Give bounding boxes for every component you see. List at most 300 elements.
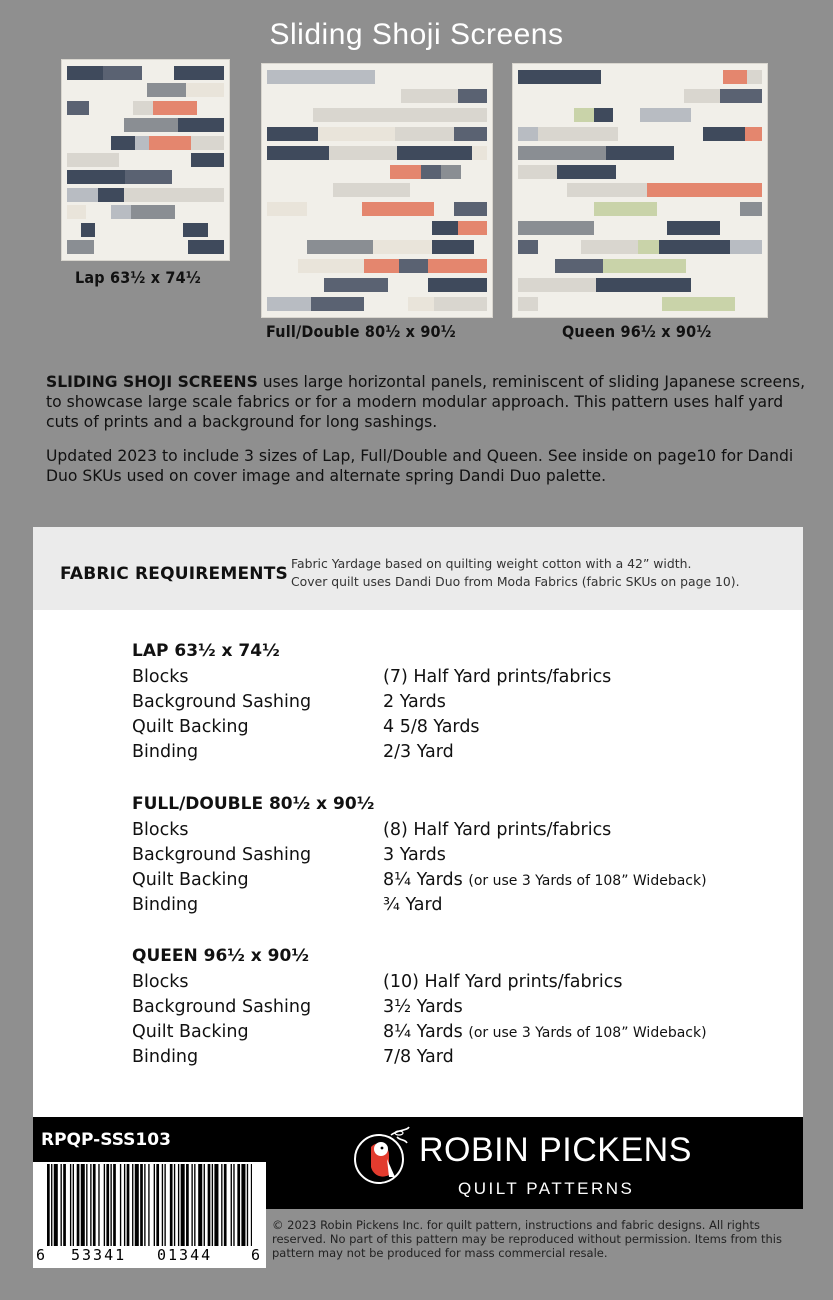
barcode-bar: [154, 1164, 155, 1246]
quilt-patch: [434, 70, 487, 84]
quilt-patch: [86, 205, 111, 219]
barcode-bar: [204, 1164, 205, 1246]
quilt-row: [518, 165, 762, 179]
barcode-bars: [47, 1164, 252, 1246]
requirement-row: [132, 1020, 792, 1045]
quilt-patch: [373, 240, 432, 254]
quilt-patch: [691, 278, 762, 292]
barcode-bar: [61, 1164, 62, 1246]
quilt-row: [267, 297, 487, 311]
quilt-row: [67, 205, 224, 219]
barcode-bar: [186, 1164, 189, 1246]
requirement-value: [383, 893, 443, 919]
quilt-row: [267, 202, 487, 216]
quilt-patch: [344, 221, 388, 235]
quilt-patch: [133, 101, 153, 115]
quilt-patch: [603, 259, 686, 273]
barcode-bar: [181, 1164, 185, 1246]
quilt-patch: [538, 127, 619, 141]
quilt-patch: [388, 278, 428, 292]
queen-quilt-image: [513, 64, 767, 317]
section-title: LAP 63½ x 74½: [132, 641, 280, 661]
quilt-patch: [711, 146, 762, 160]
requirement-row: [132, 665, 792, 690]
value-text: 3 Yards: [383, 845, 446, 865]
quilt-patch: [557, 165, 616, 179]
full-double-size-label: Full/Double 80½ x 90½: [266, 322, 456, 341]
quilt-row: [67, 118, 224, 132]
quilt-patch: [125, 170, 172, 184]
quilt-patch: [103, 66, 127, 80]
quilt-patch: [267, 183, 333, 197]
quilt-patch: [388, 221, 432, 235]
quilt-patch: [147, 83, 186, 97]
quilt-patch: [267, 221, 344, 235]
quilt-patch: [616, 165, 662, 179]
quilt-patch: [267, 278, 324, 292]
quilt-patch: [178, 118, 224, 132]
quilt-patch: [745, 127, 762, 141]
requirement-row: [132, 995, 792, 1020]
quilt-patch: [538, 240, 582, 254]
quilt-patch: [472, 146, 487, 160]
quilt-patch: [458, 89, 487, 103]
quilt-patch: [518, 278, 596, 292]
barcode-bar: [127, 1164, 130, 1246]
barcode-bar: [164, 1164, 165, 1246]
requirement-label: Binding: [132, 895, 199, 915]
requirement-row: [132, 818, 792, 843]
quilt-patch: [103, 83, 147, 97]
brand-subtitle: QUILT PATTERNS: [458, 1179, 635, 1198]
quilt-patch: [421, 165, 441, 179]
requirement-value: [383, 843, 446, 869]
requirement-value: [383, 715, 480, 741]
quilt-patch: [613, 108, 640, 122]
quilt-row: [518, 146, 762, 160]
quilt-patch: [735, 297, 762, 311]
quilt-patch: [662, 297, 735, 311]
barcode-bar: [251, 1164, 252, 1246]
quilt-patch: [467, 108, 487, 122]
barcode-bar: [90, 1164, 91, 1246]
quilt-patch: [410, 183, 487, 197]
quilt-patch: [208, 223, 224, 237]
quilt-row: [267, 165, 487, 179]
quilt-patch: [142, 66, 173, 80]
quilt-patch: [735, 165, 762, 179]
barcode-digits-right: 01344: [157, 1246, 213, 1264]
barcode-bar: [110, 1164, 111, 1246]
quilt-patch: [399, 259, 428, 273]
quilt-row: [267, 89, 487, 103]
value-text: (10) Half Yard prints/fabrics: [383, 972, 623, 992]
barcode-bar: [233, 1164, 234, 1246]
requirement-value: [383, 970, 622, 996]
quilt-row: [67, 170, 224, 184]
quilt-patch: [397, 146, 472, 160]
quilt-patch: [518, 108, 574, 122]
requirement-row: [132, 1045, 792, 1070]
quilt-patch: [186, 170, 224, 184]
quilt-patch: [390, 202, 434, 216]
quilt-patch: [67, 83, 103, 97]
quilt-patch: [747, 70, 762, 84]
quilt-patch: [364, 89, 401, 103]
barcode-bar: [231, 1164, 232, 1246]
barcode-bar: [93, 1164, 96, 1246]
quilt-patch: [197, 101, 224, 115]
quilt-patch: [674, 146, 711, 160]
quilt-row: [267, 259, 487, 273]
section-title: FULL/DOUBLE 80½ x 90½: [132, 794, 375, 814]
quilt-row: [267, 146, 487, 160]
requirement-row: [132, 843, 792, 868]
barcode-digit-trail: 6: [251, 1246, 261, 1264]
page-title: Sliding Shoji Screens: [269, 18, 564, 51]
barcode-bar: [237, 1164, 240, 1246]
quilt-patch: [667, 221, 721, 235]
barcode-bar: [106, 1164, 109, 1246]
lap-quilt-image: [62, 60, 229, 260]
quilt-row: [67, 153, 224, 167]
quilt-row: [67, 83, 224, 97]
requirement-label: Quilt Backing: [132, 1022, 249, 1042]
requirement-row: [132, 970, 792, 995]
barcode-bar: [73, 1164, 74, 1246]
quilt-patch: [390, 108, 467, 122]
quilt-patch: [518, 127, 538, 141]
quilt-row: [518, 202, 762, 216]
quilt-patch: [124, 188, 154, 202]
quilt-patch: [131, 205, 175, 219]
quilt-patch: [67, 153, 119, 167]
quilt-patch: [577, 89, 631, 103]
quilt-patch: [740, 202, 762, 216]
quilt-patch: [171, 188, 224, 202]
barcode-bar: [212, 1164, 213, 1246]
quilt-patch: [67, 136, 111, 150]
quilt-patch: [691, 108, 762, 122]
barcode-bar: [51, 1164, 52, 1246]
quilt-row: [67, 136, 224, 150]
quilt-patch: [156, 240, 187, 254]
quilt-row: [518, 70, 762, 84]
quilt-patch: [267, 202, 307, 216]
quilt-row: [267, 108, 487, 122]
quilt-patch: [518, 70, 601, 84]
requirements-note: [291, 555, 791, 591]
quilt-row: [518, 221, 762, 235]
quilt-patch: [188, 240, 224, 254]
quilt-patch: [733, 183, 762, 197]
quilt-patch: [202, 83, 224, 97]
requirement-value: [383, 665, 611, 691]
barcode-bar: [208, 1164, 211, 1246]
quilt-patch: [177, 101, 197, 115]
quilt-row: [267, 127, 487, 141]
quilt-patch: [390, 165, 421, 179]
quilt-patch: [518, 183, 567, 197]
barcode-bar: [247, 1164, 248, 1246]
quilt-patch: [307, 202, 362, 216]
quilt-patch: [98, 188, 123, 202]
quilt-patch: [114, 240, 156, 254]
quilt-patch: [730, 240, 762, 254]
quilt-row: [518, 259, 762, 273]
quilt-row: [518, 240, 762, 254]
requirement-label: Binding: [132, 742, 199, 762]
quilt-patch: [594, 108, 614, 122]
quilt-patch: [395, 127, 454, 141]
quilt-patch: [67, 170, 125, 184]
barcode-bar: [221, 1164, 222, 1246]
quilt-patch: [67, 66, 103, 80]
quilt-patch: [601, 70, 686, 84]
barcode-bar: [174, 1164, 175, 1246]
quilt-patch: [95, 223, 147, 237]
barcode-bar: [162, 1164, 163, 1246]
quilt-patch: [428, 278, 487, 292]
robin-bird-icon: [351, 1125, 413, 1187]
quilt-patch: [458, 221, 487, 235]
quilt-patch: [89, 101, 133, 115]
quilt-patch: [581, 240, 637, 254]
quilt-row: [518, 89, 762, 103]
requirement-value: [383, 868, 707, 894]
quilt-patch: [375, 70, 434, 84]
barcode-bar: [135, 1164, 139, 1246]
quilt-patch: [267, 127, 318, 141]
requirements-note-line-2: Cover quilt uses Dandi Duo from Moda Fabrics (fabric SKUs on page 10).: [291, 574, 740, 589]
quilt-patch: [428, 259, 487, 273]
requirement-value: [383, 995, 463, 1021]
quilt-patch: [172, 170, 186, 184]
barcode-bar: [178, 1164, 179, 1246]
barcode-bar: [86, 1164, 87, 1246]
quilt-patch: [144, 153, 191, 167]
requirement-label: Blocks: [132, 820, 189, 840]
quilt-patch: [362, 202, 391, 216]
barcode-bar: [54, 1164, 58, 1246]
requirement-label: Quilt Backing: [132, 717, 249, 737]
quilt-patch: [175, 205, 224, 219]
quilt-patch: [574, 108, 594, 122]
quilt-patch: [333, 183, 410, 197]
requirements-header: [33, 527, 803, 610]
value-text: (8) Half Yard prints/fabrics: [383, 820, 612, 840]
requirement-value: [383, 690, 446, 716]
quilt-patch: [267, 259, 298, 273]
quilt-patch: [67, 223, 81, 237]
quilt-patch: [432, 221, 458, 235]
quilt-row: [267, 183, 487, 197]
barcode-bar: [214, 1164, 218, 1246]
quilt-patch: [67, 240, 94, 254]
quilt-patch: [630, 89, 684, 103]
quilt-patch: [659, 240, 730, 254]
requirement-value: [383, 1045, 454, 1071]
quilt-patch: [153, 101, 177, 115]
value-text: 2/3 Yard: [383, 742, 454, 762]
requirement-label: Background Sashing: [132, 997, 312, 1017]
quilt-patch: [408, 297, 434, 311]
requirement-value: [383, 1020, 707, 1046]
quilt-patch: [186, 83, 202, 97]
quilt-patch: [657, 202, 740, 216]
barcode-bar: [198, 1164, 202, 1246]
barcode-bar: [140, 1164, 143, 1246]
quilt-patch: [174, 66, 224, 80]
quilt-patch: [434, 297, 487, 311]
barcode-bar: [98, 1164, 99, 1246]
queen-requirements: [132, 942, 792, 1070]
quilt-patch: [364, 259, 399, 273]
requirements-note-line-1: Fabric Yardage based on quilting weight cotton with a 42” width.: [291, 556, 692, 571]
quilt-patch: [335, 70, 375, 84]
barcode-bar: [124, 1164, 125, 1246]
quilt-row: [518, 297, 762, 311]
value-note: (or use 3 Yards of 108” Wideback): [468, 873, 707, 889]
barcode-bar: [148, 1164, 149, 1246]
quilt-patch: [567, 183, 648, 197]
quilt-patch: [684, 89, 721, 103]
quilt-patch: [703, 127, 744, 141]
quilt-patch: [267, 240, 307, 254]
quilt-patch: [454, 202, 487, 216]
quilt-patch: [441, 165, 461, 179]
description-text: uses large horizontal panels, reminiscent of sliding Japanese screens, to showcase large scale fabrics or for a modern modular approach. This pattern uses half yard cuts of prints and a background for long sashings.: [46, 373, 806, 431]
quilt-patch: [329, 165, 391, 179]
quilt-patch: [723, 70, 747, 84]
value-text: 3½ Yards: [383, 997, 463, 1017]
barcode-bar: [113, 1164, 116, 1246]
full-double-quilt-image: [262, 64, 492, 317]
value-text: 8¼ Yards: [383, 870, 463, 890]
quilt-patch: [594, 221, 667, 235]
barcode-bar: [194, 1164, 195, 1246]
quilt-patch: [149, 136, 191, 150]
quilt-patch: [67, 118, 124, 132]
quilt-patch: [454, 127, 487, 141]
fabric-requirements-panel: [33, 527, 803, 1117]
quilt-patch: [67, 188, 98, 202]
barcode-bar: [170, 1164, 173, 1246]
quilt-patch: [618, 127, 703, 141]
requirement-row: [132, 715, 792, 740]
quilt-patch: [691, 165, 735, 179]
description-paragraph-2: Updated 2023 to include 3 sizes of Lap, Full/Double and Queen. See inside on page10 for Dandi Duo SKUs used on cover image and alternate spring Dandi Duo palette.: [46, 447, 794, 485]
quilt-patch: [124, 118, 179, 132]
barcode-bar: [77, 1164, 80, 1246]
quilt-patch: [267, 165, 329, 179]
value-text: ¾ Yard: [383, 895, 443, 915]
quilt-patch: [461, 165, 487, 179]
requirement-row: [132, 868, 792, 893]
quilt-patch: [267, 297, 311, 311]
quilt-patch: [311, 297, 364, 311]
quilt-patch: [342, 89, 364, 103]
barcode-bar: [104, 1164, 105, 1246]
quilt-patch: [574, 297, 662, 311]
quilt-patch: [267, 108, 313, 122]
pattern-name-bold: SLIDING SHOJI SCREENS: [46, 373, 258, 391]
quilt-patch: [401, 89, 458, 103]
quilt-patch: [640, 108, 691, 122]
quilt-patch: [111, 136, 135, 150]
requirement-label: Blocks: [132, 667, 189, 687]
barcode-bar: [47, 1164, 50, 1246]
barcode-bar: [81, 1164, 85, 1246]
copyright-notice: © 2023 Robin Pickens Inc. for quilt pattern, instructions and fabric designs. All rights reserved. No part of this pattern may be reproduced without permission. Items from this pattern may not be produced for mass commercial resale.: [272, 1218, 782, 1260]
lap-requirements: [132, 637, 792, 765]
quilt-patch: [135, 136, 149, 150]
quilt-patch: [329, 146, 397, 160]
value-text: 7/8 Yard: [383, 1047, 454, 1067]
quilt-patch: [267, 146, 329, 160]
quilt-patch: [638, 240, 660, 254]
quilt-row: [67, 240, 224, 254]
quilt-patch: [518, 259, 555, 273]
quilt-row: [518, 108, 762, 122]
quilt-patch: [324, 278, 388, 292]
quilt-patch: [153, 188, 170, 202]
barcode-bar: [120, 1164, 121, 1246]
quilt-patch: [67, 205, 86, 219]
quilt-patch: [555, 259, 604, 273]
quilt-patch: [267, 70, 335, 84]
quilt-patch: [434, 202, 454, 216]
barcode-bar: [241, 1164, 245, 1246]
quilt-patch: [432, 240, 474, 254]
quilt-patch: [594, 202, 657, 216]
quilt-patch: [111, 205, 131, 219]
barcode-digit-lead: 6: [36, 1246, 46, 1264]
quilt-row: [67, 66, 224, 80]
requirement-label: Blocks: [132, 972, 189, 992]
value-text: 4 5/8 Yards: [383, 717, 480, 737]
barcode-bar: [156, 1164, 159, 1246]
value-text: (7) Half Yard prints/fabrics: [383, 667, 612, 687]
quilt-row: [267, 221, 487, 235]
barcode-digits-left: 53341: [71, 1246, 127, 1264]
quilt-patch: [518, 89, 577, 103]
requirement-label: Background Sashing: [132, 692, 312, 712]
quilt-patch: [364, 297, 408, 311]
requirement-value: [383, 740, 454, 766]
requirement-value: [383, 818, 611, 844]
brand-name: ROBIN PICKENS: [419, 1131, 692, 1169]
requirement-row: [132, 690, 792, 715]
quilt-patch: [147, 223, 183, 237]
quilt-patch: [686, 70, 723, 84]
quilt-patch: [94, 240, 114, 254]
requirement-label: Binding: [132, 1047, 199, 1067]
quilt-row: [267, 240, 487, 254]
barcode-bar: [191, 1164, 192, 1246]
quilt-patch: [267, 89, 342, 103]
requirement-label: Background Sashing: [132, 845, 312, 865]
quilt-patch: [640, 278, 691, 292]
queen-size-label: Queen 96½ x 90½: [562, 322, 712, 341]
quilt-patch: [318, 127, 395, 141]
quilt-patch: [518, 165, 557, 179]
barcode-bar: [132, 1164, 133, 1246]
barcode-bar: [224, 1164, 227, 1246]
section-title: QUEEN 96½ x 90½: [132, 946, 309, 966]
barcode: [33, 1162, 266, 1268]
quilt-row: [67, 101, 224, 115]
